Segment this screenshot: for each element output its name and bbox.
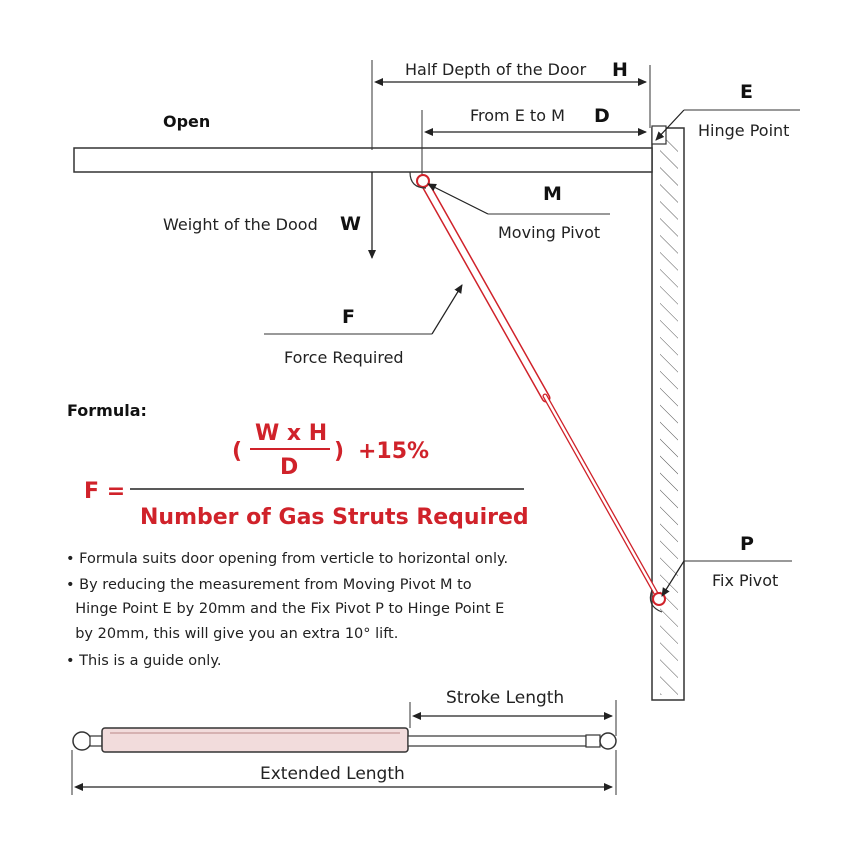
formula-open-paren: ( [232, 439, 243, 464]
m-letter: M [543, 183, 562, 205]
note-line: Hinge Point E by 20mm and the Fix Pivot P to Hinge Point E [66, 601, 505, 617]
stroke-length-label: Stroke Length [446, 688, 565, 708]
formula-close-paren: ) [334, 439, 345, 464]
note-line: • Formula suits door opening from verticle to horizontal only. [66, 551, 509, 567]
e-to-m-label: From E to M [470, 106, 565, 125]
note-line: • This is a guide only. [66, 653, 222, 669]
d-letter: D [594, 105, 610, 127]
f-letter: F [342, 306, 355, 328]
half-depth-label: Half Depth of the Door [405, 60, 587, 79]
h-letter: H [612, 59, 628, 81]
formula-heading: Formula: [67, 401, 147, 420]
note-line: by 20mm, this will give you an extra 10° lift. [66, 626, 399, 642]
formula-plus: +15% [358, 439, 430, 464]
fix-pivot-label: Fix Pivot [712, 571, 779, 590]
moving-pivot-joint [417, 175, 429, 187]
force-required-label: Force Required [284, 348, 404, 367]
p-letter: P [740, 533, 754, 555]
formula-denominator: D [280, 455, 299, 480]
hinge-point-label: Hinge Point [698, 121, 790, 140]
formula-bottom: Number of Gas Struts Required [140, 505, 529, 530]
door-panel [74, 148, 652, 172]
w-letter: W [340, 213, 361, 235]
e-letter: E [740, 81, 753, 103]
moving-pivot-callout [428, 184, 610, 214]
gas-strut-illustration [73, 728, 616, 752]
wall [652, 128, 684, 700]
formula-lhs: F = [84, 479, 126, 504]
force-callout [264, 285, 462, 334]
notes-list [66, 551, 508, 669]
hinge-block [652, 126, 666, 144]
moving-pivot-label: Moving Pivot [498, 223, 601, 242]
note-line: • By reducing the measurement from Moving Pivot M to [66, 577, 472, 593]
extended-length-label: Extended Length [260, 764, 405, 784]
weight-label: Weight of the Dood [163, 215, 318, 234]
open-label: Open [163, 112, 211, 131]
formula-numerator: W x H [255, 421, 328, 446]
